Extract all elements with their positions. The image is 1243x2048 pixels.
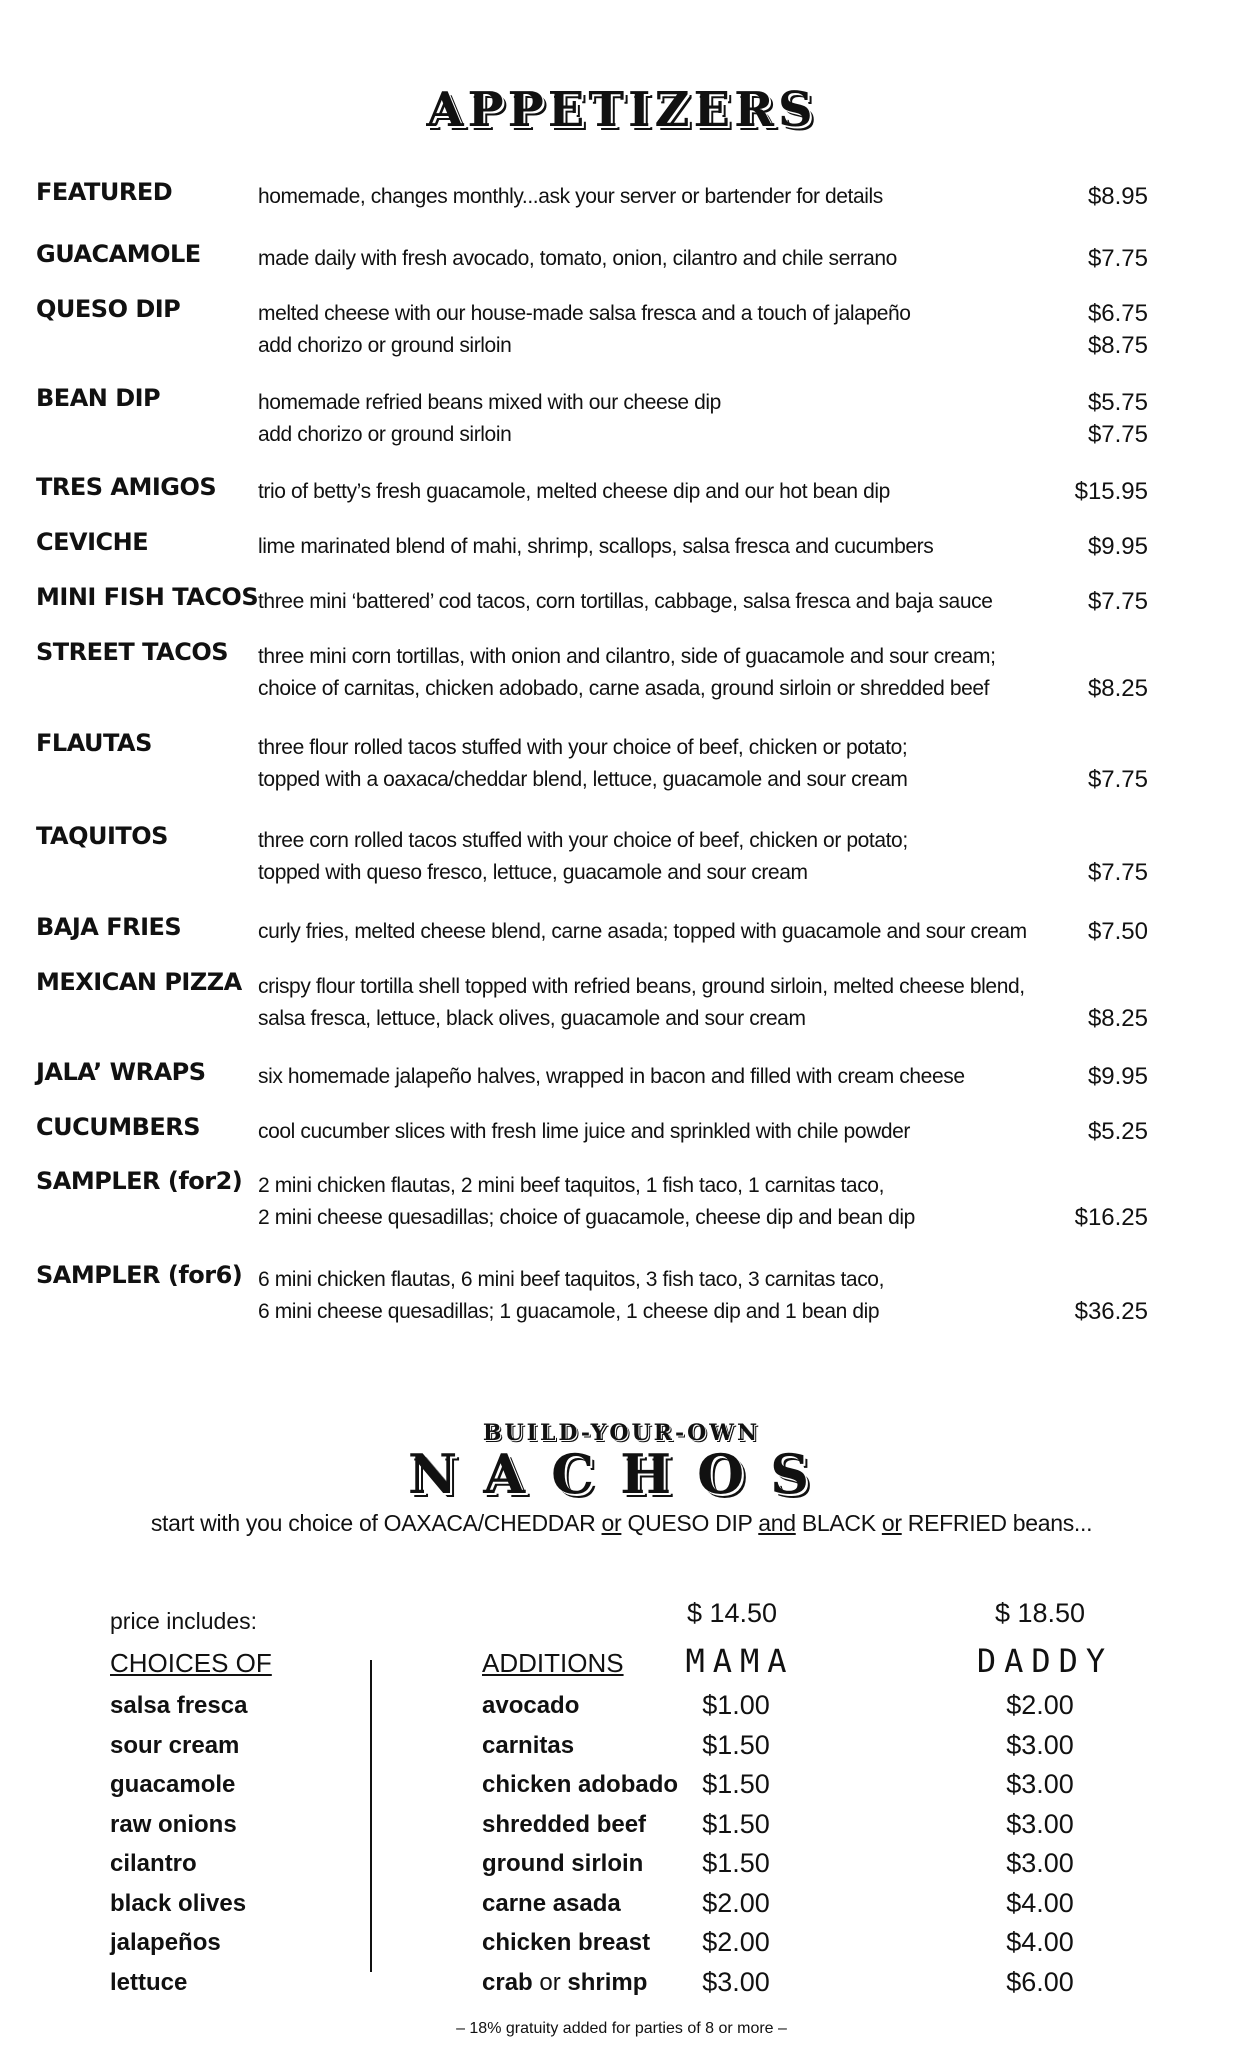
addition-price: $1.50 [702, 1808, 770, 1839]
additions-heading: ADDITIONS [482, 1648, 624, 1678]
price-value [1088, 971, 1148, 1003]
addition-item [482, 1969, 678, 2009]
addition-item: chicken adobado [482, 1771, 679, 1798]
addition-price: $3.00 [1006, 1769, 1074, 1799]
choice-item: cilantro [110, 1850, 197, 1877]
addition-price: $1.50 [702, 1729, 770, 1760]
description-line: trio of betty’s fresh guacamole, melted cheese dip and our hot bean dip [258, 480, 890, 503]
daddy-addition-prices [980, 1690, 1100, 2006]
price-value [1088, 641, 1148, 673]
description-line: lime marinated blend of mahi, shrimp, scallops, salsa fresca and cucumbers [258, 535, 934, 558]
description-line: six homemade jalapeño halves, wrapped in bacon and filled with cream cheese [258, 1065, 965, 1088]
price-value: $8.25 [1087, 1005, 1148, 1032]
item-description [258, 641, 1058, 705]
description-line: 6 mini chicken flautas, 6 mini beef taquitos, 3 fish taco, 3 carnitas taco, [258, 1268, 885, 1291]
choice-item: salsa fresca [110, 1692, 248, 1719]
price-value: $8.25 [1087, 675, 1148, 702]
item-name: FEATURED [36, 178, 173, 206]
price-value: $7.75 [1087, 766, 1148, 793]
item-name: STREET TACOS [36, 638, 229, 666]
description-line: melted cheese with our house-made salsa fresca and a touch of jalapeño [258, 302, 911, 325]
choice-item: black olives [110, 1889, 247, 1917]
description-line: three mini ‘battered’ cod tacos, corn tortillas, cabbage, salsa fresca and baja sauce [258, 590, 993, 613]
price-value [1075, 1170, 1148, 1202]
item-description [258, 181, 1058, 213]
item-name: SAMPLER (for2) [36, 1167, 243, 1195]
item-name: CEVICHE [36, 528, 149, 556]
item-price [1088, 641, 1148, 705]
description-line: 2 mini chicken flautas, 2 mini beef taquitos, 1 fish taco, 1 carnitas taco, [258, 1174, 885, 1197]
subtitle-text: BLACK [795, 1510, 882, 1536]
price-value: $16.25 [1074, 1204, 1148, 1231]
mama-addition-prices [676, 1690, 796, 2006]
description-line: topped with a oaxaca/cheddar blend, lettuce, guacamole and sour cream [258, 768, 908, 791]
subtitle-text: start with you choice of OAXACA/CHEDDAR [150, 1510, 602, 1536]
item-price [1088, 1061, 1148, 1093]
description-line: homemade refried beans mixed with our cheese dip [258, 391, 721, 414]
subtitle-text: REFRIED beans... [901, 1510, 1093, 1536]
item-description [258, 1116, 1058, 1148]
item-price [1088, 1116, 1148, 1148]
addition-item: ground sirloin [482, 1850, 644, 1877]
item-price [1075, 1170, 1148, 1234]
choice-item: guacamole [110, 1771, 236, 1798]
addition-price: $3.00 [702, 1966, 770, 1997]
price-value: $6.75 [1087, 300, 1148, 327]
price-value: $8.95 [1087, 183, 1148, 210]
item-price [1088, 971, 1148, 1035]
price-value: $15.95 [1074, 478, 1148, 505]
item-name: TRES AMIGOS [36, 473, 217, 501]
daddy-base-price: $ 18.50 [994, 1598, 1086, 1628]
item-description [258, 825, 1058, 889]
addition-price: $2.00 [702, 1887, 770, 1918]
column-divider [370, 1660, 372, 1972]
addition-or: or [532, 1968, 568, 1996]
addition-price: $1.50 [702, 1848, 770, 1878]
description-line: cool cucumber slices with fresh lime juice and sprinkled with chile powder [258, 1120, 911, 1143]
price-value: $7.75 [1087, 421, 1148, 448]
mama-base-price: $ 14.50 [686, 1598, 778, 1628]
item-description [258, 732, 1058, 796]
item-description [258, 586, 1058, 618]
description-line: choice of carnitas, chicken adobado, carne asada, ground sirloin or shredded beef [258, 677, 990, 700]
addition-price: $1.50 [702, 1769, 770, 1799]
item-name: TAQUITOS [36, 822, 168, 850]
item-description [258, 531, 1058, 563]
price-value [1088, 732, 1148, 764]
item-description [258, 1170, 1058, 1234]
price-value: $5.75 [1087, 389, 1148, 416]
choices-heading: CHOICES OF [110, 1648, 272, 1678]
price-value: $7.75 [1087, 859, 1148, 886]
description-line: salsa fresca, lettuce, black olives, guacamole and sour cream [258, 1007, 806, 1030]
choice-item: raw onions [110, 1810, 237, 1838]
price-value [1088, 825, 1148, 857]
addition-price: $3.00 [1006, 1808, 1074, 1839]
description-line: homemade, changes monthly...ask your server or bartender for details [258, 185, 883, 208]
choices-list [110, 1692, 247, 2008]
description-line: three flour rolled tacos stuffed with your choice of beef, chicken or potato; [258, 736, 908, 759]
choice-item: lettuce [110, 1968, 188, 1996]
item-name: JALA’ WRAPS [36, 1058, 206, 1086]
item-name: CUCUMBERS [36, 1113, 201, 1141]
addition-price: $3.00 [1006, 1848, 1074, 1878]
description-line: 6 mini cheese quesadillas; 1 guacamole, 1 cheese dip and 1 bean dip [258, 1300, 880, 1323]
addition-item: chicken breast [482, 1929, 651, 1956]
subtitle-or: or [601, 1510, 622, 1536]
item-description [258, 476, 1058, 508]
price-includes-label: price includes: [110, 1608, 258, 1634]
item-name: MINI FISH TACOS [36, 583, 259, 611]
price-value [1075, 1264, 1148, 1296]
item-description [258, 298, 1058, 362]
price-value: $9.95 [1087, 1063, 1148, 1090]
addition-crab: crab [482, 1968, 533, 1996]
item-price [1088, 916, 1148, 948]
item-description [258, 243, 1058, 275]
mama-size-label: MAMA [685, 1642, 795, 1680]
price-value: $9.95 [1087, 533, 1148, 560]
appetizers-title: APPETIZERS [426, 82, 817, 138]
description-line: add chorizo or ground sirloin [258, 334, 512, 357]
item-price [1088, 531, 1148, 563]
description-line: topped with queso fresco, lettuce, guacamole and sour cream [258, 861, 808, 884]
subtitle-or: or [881, 1510, 902, 1536]
nachos-title: NACHOS [407, 1442, 836, 1506]
item-price [1088, 586, 1148, 618]
description-line: 2 mini cheese quesadillas; choice of guacamole, cheese dip and bean dip [258, 1206, 915, 1229]
addition-price: $2.00 [702, 1927, 770, 1957]
nachos-subtitle [0, 1510, 1243, 1537]
description-line: three corn rolled tacos stuffed with your choice of beef, chicken or potato; [258, 829, 908, 852]
item-name: GUACAMOLE [36, 240, 201, 268]
price-value: $36.25 [1074, 1298, 1148, 1325]
subtitle-and: and [758, 1510, 796, 1536]
price-value: $7.50 [1087, 918, 1148, 945]
item-name: MEXICAN PIZZA [36, 968, 242, 996]
gratuity-note: – 18% gratuity added for parties of 8 or more – [456, 2020, 787, 2037]
description-line: crispy flour tortilla shell topped with refried beans, ground sirloin, melted cheese blend, [258, 975, 1025, 998]
item-price [1088, 732, 1148, 796]
nachos-kicker: BUILD-YOUR-OWN [482, 1420, 761, 1446]
addition-price: $3.00 [1006, 1729, 1074, 1760]
choice-item: jalapeños [110, 1929, 221, 1956]
addition-item: carnitas [482, 1731, 575, 1759]
description-line: three mini corn tortillas, with onion and cilantro, side of guacamole and sour cream; [258, 645, 996, 668]
item-name: BAJA FRIES [36, 913, 182, 941]
item-price [1088, 825, 1148, 889]
item-name: BEAN DIP [36, 384, 161, 412]
addition-price: $1.00 [702, 1690, 770, 1720]
item-description [258, 387, 1058, 451]
item-price [1088, 298, 1148, 362]
item-price [1088, 181, 1148, 213]
price-value: $7.75 [1087, 245, 1148, 272]
price-value: $5.25 [1087, 1118, 1148, 1145]
addition-price: $2.00 [1006, 1690, 1074, 1720]
price-value: $7.75 [1087, 588, 1148, 615]
addition-price: $6.00 [1006, 1966, 1074, 1997]
item-price [1075, 476, 1148, 508]
item-description [258, 916, 1058, 948]
item-name: FLAUTAS [36, 729, 152, 757]
item-name: SAMPLER (for6) [36, 1261, 243, 1289]
addition-item: avocado [482, 1692, 580, 1719]
item-price [1075, 1264, 1148, 1328]
addition-item: carne asada [482, 1889, 621, 1917]
item-description [258, 1061, 1058, 1093]
description-line: made daily with fresh avocado, tomato, onion, cilantro and chile serrano [258, 247, 897, 270]
subtitle-text: QUESO DIP [621, 1510, 759, 1536]
addition-price: $4.00 [1006, 1887, 1074, 1918]
item-price [1088, 243, 1148, 275]
item-description [258, 971, 1058, 1035]
additions-list [482, 1692, 678, 2008]
addition-shrimp: shrimp [567, 1968, 648, 1996]
description-line: add chorizo or ground sirloin [258, 423, 512, 446]
item-description [258, 1264, 1058, 1328]
item-name: QUESO DIP [36, 295, 181, 323]
choice-item: sour cream [110, 1731, 240, 1759]
price-value: $8.75 [1087, 332, 1148, 359]
item-price [1088, 387, 1148, 451]
description-line: curly fries, melted cheese blend, carne asada; topped with guacamole and sour cream [258, 920, 1027, 943]
addition-item: shredded beef [482, 1810, 647, 1838]
addition-price: $4.00 [1006, 1927, 1074, 1957]
daddy-size-label: DADDY [976, 1642, 1114, 1680]
